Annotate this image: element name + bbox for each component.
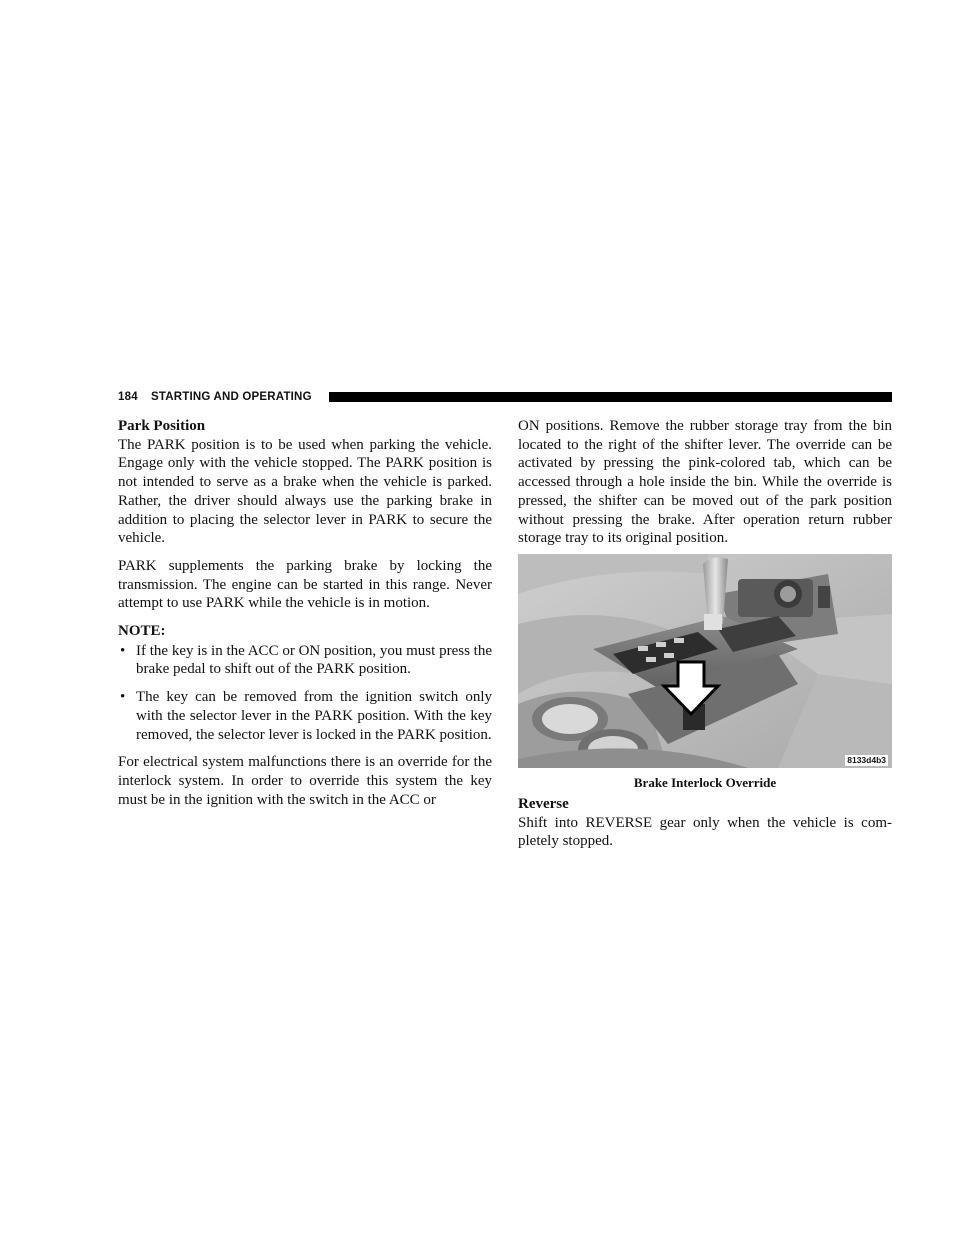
left-column bbox=[118, 417, 492, 809]
note-bullet-item bbox=[118, 642, 492, 679]
header-rule-bar bbox=[329, 392, 892, 402]
page-number: 184 bbox=[118, 391, 138, 403]
note-bullet-text: The key can be removed from the ignition switch only with the selector lever in the PARK position. With the key removed, the selector lever is locked in the PARK position. bbox=[136, 689, 492, 743]
park-position-heading: Park Position bbox=[118, 418, 206, 434]
section-title: STARTING AND OPERATING bbox=[151, 391, 312, 403]
note-bullet-item bbox=[118, 688, 492, 744]
park-position-paragraph-1: The PARK position is to be used when parking the vehicle. Engage only with the vehicle stopped. The PARK position is not intended to serve as a brake when the vehicle is parked. Rather, the driver should always use the parking brake in addition to placing the selector lever in PARK to secure the vehicle. bbox=[118, 436, 492, 547]
override-paragraph: For electrical system malfunctions there is an override for the interlock system. In order to override this system the key must be in the ignition with the switch in the ACC or bbox=[118, 754, 492, 808]
shifter-console-drawing bbox=[518, 554, 892, 768]
park-position-paragraph-2: PARK supplements the parking brake by locking the transmission. The engine can be started in this range. Never attempt to use PARK while the vehicle is in motion. bbox=[118, 557, 492, 612]
reverse-paragraph: Shift into REVERSE gear only when the vehicle is com-pletely stopped. bbox=[518, 814, 892, 850]
note-heading: NOTE: bbox=[118, 623, 166, 640]
figure-caption: Brake Interlock Override bbox=[633, 774, 777, 790]
override-paragraph-continued: ON positions. Remove the rubber storage tray from the bin located to the right of the shifter lever. The override can be activated by pressing the pink-colored tab, which can be accessed through a hole inside the bin. While the override is pressed, the shifter can be moved out of the park position without pressing the brake. After operation return rubber storage tray to its original position. bbox=[518, 418, 892, 547]
bullet-icon: • bbox=[120, 689, 126, 706]
page-header bbox=[118, 389, 892, 405]
note-bullet-text: If the key is in the ACC or ON position, you must press the brake pedal to shift out of the PARK position. bbox=[136, 642, 492, 678]
right-column bbox=[518, 417, 892, 851]
reverse-heading: Reverse bbox=[518, 795, 569, 812]
brake-interlock-illustration bbox=[518, 554, 892, 768]
figure-code: 8133d4b3 bbox=[847, 754, 886, 765]
bullet-icon: • bbox=[120, 642, 126, 659]
note-bullet-list bbox=[118, 642, 492, 745]
